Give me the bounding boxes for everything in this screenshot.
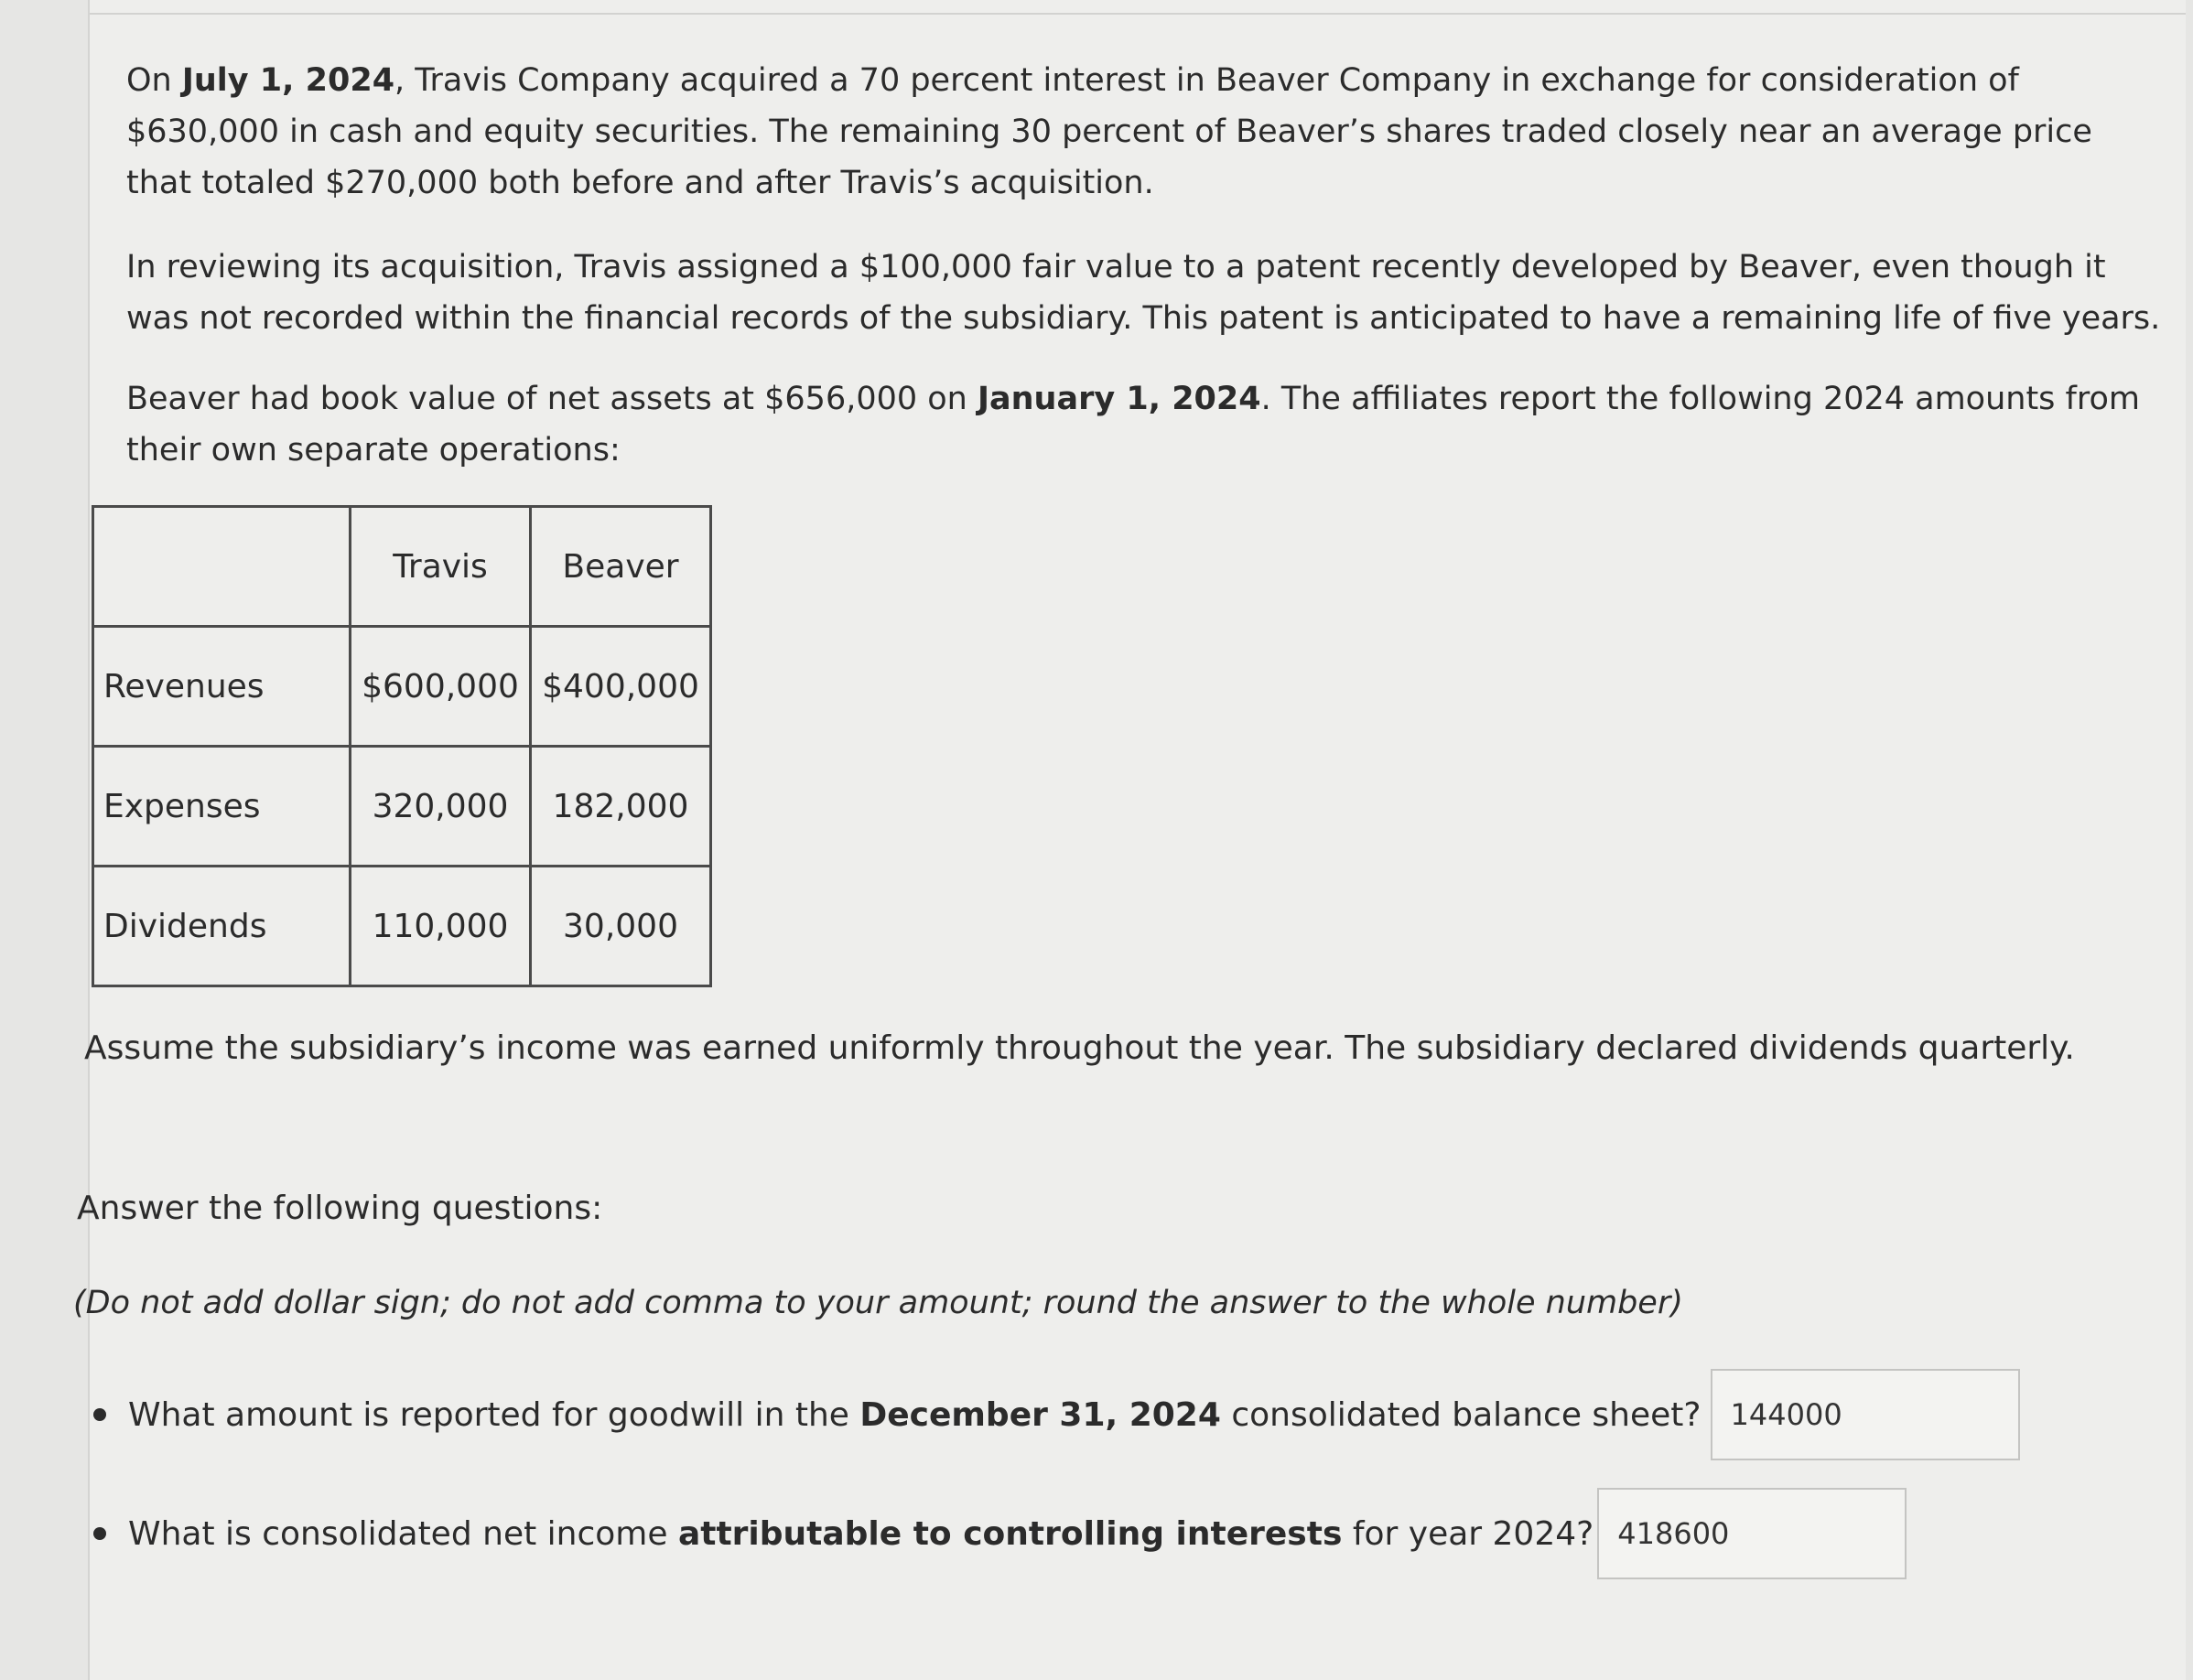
row-label: Expenses bbox=[93, 747, 351, 867]
question-text: What is consolidated net income attributable to controlling interests for year 2024? bbox=[128, 1514, 1594, 1553]
travis-value: $600,000 bbox=[351, 627, 531, 747]
bullet-icon bbox=[93, 1527, 106, 1540]
beaver-value: 30,000 bbox=[531, 867, 711, 986]
intro-text: Beaver had book value of net assets at $656,000 on bbox=[126, 381, 978, 417]
intro-text: On bbox=[126, 62, 182, 99]
intro-text: , Travis Company acquired a 70 percent interest in Beaver Company in exchange for consideration of $630,000 in cash and equity securities. The remaining 30 percent of Beaver’s shares traded closely near an average price that totaled $270,000 both before and after Travis’s acquisition. bbox=[126, 62, 2092, 201]
acquisition-date: July 1, 2024 bbox=[181, 62, 395, 99]
question-page bbox=[73, 0, 2186, 1680]
table-header-row bbox=[93, 507, 711, 627]
table-header-cell: Travis bbox=[351, 507, 531, 627]
intro-paragraph-2: In reviewing its acquisition, Travis assigned a $100,000 fair value to a patent recently developed by Beaver, even though it was not recorded within the financial records of the subsidiary. This patent is anticipated to have a remaining life of five years. bbox=[126, 249, 2161, 337]
assumption-text: Assume the subsidiary’s income was earned uniformly throughout the year. The subsidiary declared dividends quarterly. bbox=[84, 1029, 2075, 1067]
net-income-answer-input[interactable]: 418600 bbox=[1597, 1488, 1907, 1579]
goodwill-answer-input[interactable]: 144000 bbox=[1711, 1369, 2020, 1460]
intro-text: . The affiliates report the following 2024 amounts from their own separate operations: bbox=[126, 381, 2140, 468]
table-row bbox=[93, 627, 711, 747]
table-header-cell: Beaver bbox=[531, 507, 711, 627]
table-row bbox=[93, 747, 711, 867]
beaver-value: 182,000 bbox=[531, 747, 711, 867]
bullet-icon bbox=[93, 1408, 106, 1421]
question-net-income bbox=[93, 1488, 1907, 1579]
table-row bbox=[93, 867, 711, 986]
divider bbox=[90, 13, 2186, 15]
financial-table bbox=[92, 505, 712, 987]
row-label: Dividends bbox=[93, 867, 351, 986]
travis-value: 320,000 bbox=[351, 747, 531, 867]
table-header-cell bbox=[93, 507, 351, 627]
book-value-date: January 1, 2024 bbox=[978, 381, 1261, 417]
answer-instructions: (Do not add dollar sign; do not add comma to your amount; round the answer to the whole number) bbox=[73, 1285, 1683, 1321]
answer-intro: Answer the following questions: bbox=[77, 1190, 603, 1227]
question-goodwill bbox=[93, 1369, 2020, 1460]
intro-paragraph-3 bbox=[126, 373, 2167, 476]
beaver-value: $400,000 bbox=[531, 627, 711, 747]
question-text: What amount is reported for goodwill in the December 31, 2024 consolidated balance sheet? bbox=[128, 1395, 1701, 1434]
intro-paragraph-1 bbox=[126, 55, 2167, 209]
row-label: Revenues bbox=[93, 627, 351, 747]
travis-value: 110,000 bbox=[351, 867, 531, 986]
